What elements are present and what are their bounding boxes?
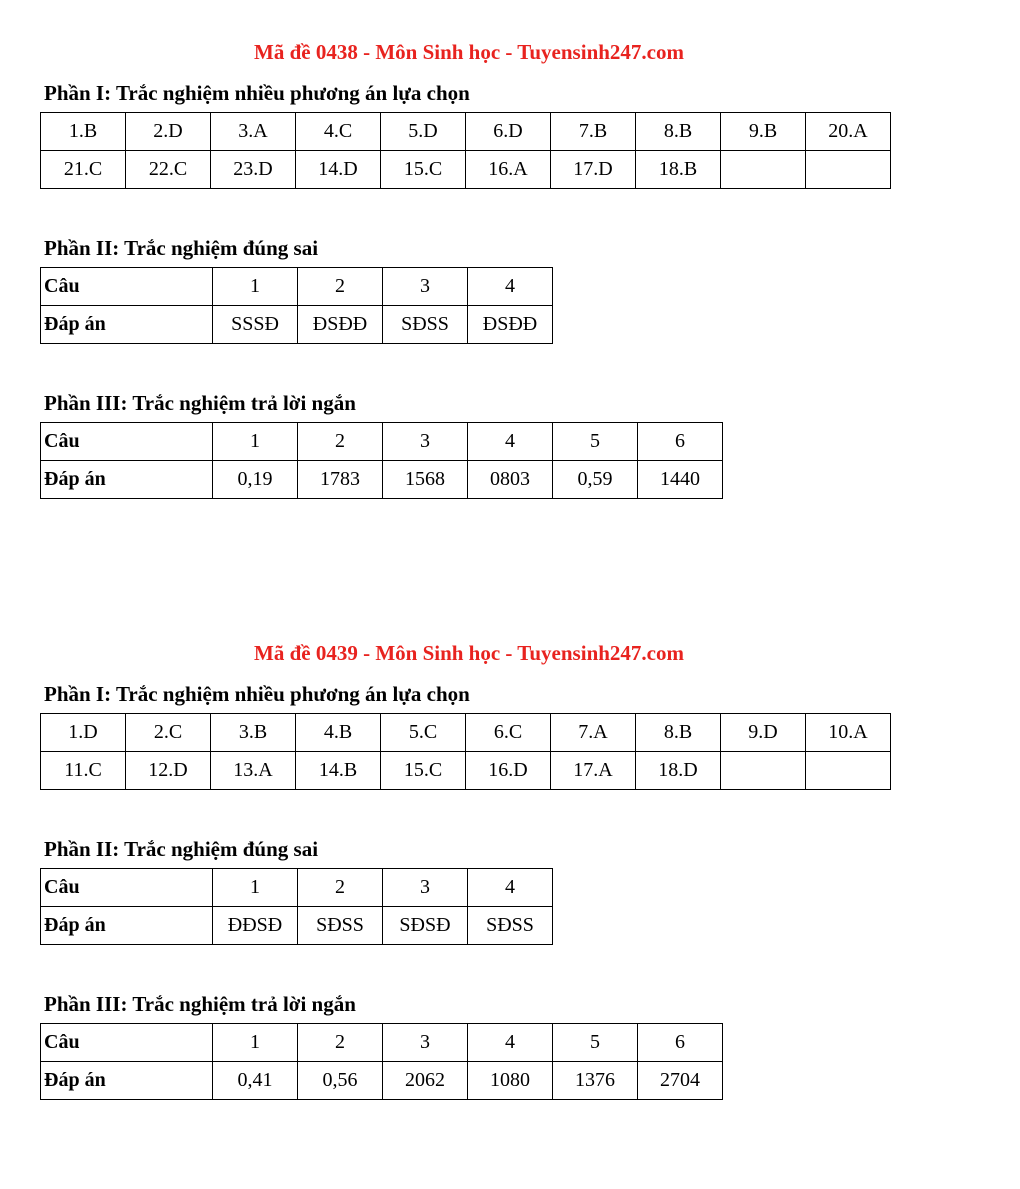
answer-cell: 7.B xyxy=(551,113,636,151)
table-row xyxy=(41,306,553,344)
answer-cell: 15.C xyxy=(381,752,466,790)
question-number: 6 xyxy=(638,1024,723,1062)
answer-cell: 3.B xyxy=(211,714,296,752)
row-label-answer: Đáp án xyxy=(41,1062,213,1100)
question-number: 2 xyxy=(298,268,383,306)
question-number: 4 xyxy=(468,1024,553,1062)
question-number: 2 xyxy=(298,423,383,461)
answer-cell: 2062 xyxy=(383,1062,468,1100)
answer-cell: SSSĐ xyxy=(213,306,298,344)
answer-cell: 1.D xyxy=(41,714,126,752)
answer-cell: 9.D xyxy=(721,714,806,752)
row-label-answer: Đáp án xyxy=(41,907,213,945)
exam-title: Mã đề 0438 - Môn Sinh học - Tuyensinh247.com xyxy=(254,40,684,64)
table-row xyxy=(41,268,553,306)
answer-cell: 10.A xyxy=(806,714,891,752)
answer-cell: 4.C xyxy=(296,113,381,151)
row-label-answer: Đáp án xyxy=(41,306,213,344)
question-number: 2 xyxy=(298,1024,383,1062)
question-number: 4 xyxy=(468,869,553,907)
answer-cell: ĐSĐĐ xyxy=(298,306,383,344)
table-row xyxy=(41,1024,723,1062)
answer-cell: 4.B xyxy=(296,714,381,752)
answer-cell: SĐSS xyxy=(383,306,468,344)
question-number: 3 xyxy=(383,869,468,907)
answer-cell: ĐSĐĐ xyxy=(468,306,553,344)
part2-table xyxy=(40,868,553,945)
row-label-question: Câu xyxy=(41,1024,213,1062)
answer-cell: 0803 xyxy=(468,461,553,499)
answer-cell: 1783 xyxy=(298,461,383,499)
question-number: 1 xyxy=(213,268,298,306)
part3-heading: Phần III: Trắc nghiệm trả lời ngắn xyxy=(44,391,356,415)
answer-cell: 1376 xyxy=(553,1062,638,1100)
answer-cell: 0,19 xyxy=(213,461,298,499)
answer-cell: ĐĐSĐ xyxy=(213,907,298,945)
table-row xyxy=(41,113,891,151)
answer-cell: 18.D xyxy=(636,752,721,790)
answer-cell: 14.D xyxy=(296,151,381,189)
part1-heading: Phần I: Trắc nghiệm nhiều phương án lựa chọn xyxy=(44,682,470,706)
answer-cell: 23.D xyxy=(211,151,296,189)
answer-cell: 21.C xyxy=(41,151,126,189)
question-number: 2 xyxy=(298,869,383,907)
part2-heading: Phần II: Trắc nghiệm đúng sai xyxy=(44,236,319,260)
question-number: 1 xyxy=(213,1024,298,1062)
part2-table xyxy=(40,267,553,344)
answer-cell: 11.C xyxy=(41,752,126,790)
answer-cell xyxy=(721,752,806,790)
row-label-question: Câu xyxy=(41,869,213,907)
part3-table xyxy=(40,1023,723,1100)
question-number: 3 xyxy=(383,268,468,306)
answer-cell: 2704 xyxy=(638,1062,723,1100)
question-number: 3 xyxy=(383,1024,468,1062)
answer-cell xyxy=(806,752,891,790)
table-row xyxy=(41,1062,723,1100)
answer-cell: 18.B xyxy=(636,151,721,189)
table-row xyxy=(41,151,891,189)
answer-cell: 1440 xyxy=(638,461,723,499)
answer-cell: 1568 xyxy=(383,461,468,499)
answer-cell: 5.D xyxy=(381,113,466,151)
question-number: 3 xyxy=(383,423,468,461)
answer-cell: SĐSS xyxy=(298,907,383,945)
table-row xyxy=(41,869,553,907)
answer-cell: 8.B xyxy=(636,714,721,752)
answer-cell: 12.D xyxy=(126,752,211,790)
answer-cell: 1.B xyxy=(41,113,126,151)
question-number: 1 xyxy=(213,869,298,907)
answer-cell: 0,41 xyxy=(213,1062,298,1100)
question-number: 5 xyxy=(553,1024,638,1062)
answer-cell: 17.D xyxy=(551,151,636,189)
question-number: 6 xyxy=(638,423,723,461)
answer-cell: 0,59 xyxy=(553,461,638,499)
table-row xyxy=(41,423,723,461)
answer-cell: 20.A xyxy=(806,113,891,151)
answer-cell: 13.A xyxy=(211,752,296,790)
part1-table xyxy=(40,713,891,790)
question-number: 4 xyxy=(468,268,553,306)
answer-cell xyxy=(806,151,891,189)
answer-cell: 17.A xyxy=(551,752,636,790)
question-number: 5 xyxy=(553,423,638,461)
table-row xyxy=(41,461,723,499)
row-label-question: Câu xyxy=(41,268,213,306)
answer-cell: 2.C xyxy=(126,714,211,752)
question-number: 1 xyxy=(213,423,298,461)
answer-cell: 6.C xyxy=(466,714,551,752)
row-label-question: Câu xyxy=(41,423,213,461)
table-row xyxy=(41,714,891,752)
answer-cell: 16.D xyxy=(466,752,551,790)
answer-cell: SĐSS xyxy=(468,907,553,945)
answer-cell: 6.D xyxy=(466,113,551,151)
part1-table xyxy=(40,112,891,189)
part2-heading: Phần II: Trắc nghiệm đúng sai xyxy=(44,837,319,861)
answer-cell: 1080 xyxy=(468,1062,553,1100)
answer-cell: 5.C xyxy=(381,714,466,752)
answer-cell: 2.D xyxy=(126,113,211,151)
answer-cell: 8.B xyxy=(636,113,721,151)
answer-cell: SĐSĐ xyxy=(383,907,468,945)
answer-cell: 7.A xyxy=(551,714,636,752)
table-row xyxy=(41,907,553,945)
answer-cell xyxy=(721,151,806,189)
table-row xyxy=(41,752,891,790)
answer-cell: 16.A xyxy=(466,151,551,189)
part3-heading: Phần III: Trắc nghiệm trả lời ngắn xyxy=(44,992,356,1016)
exam-title: Mã đề 0439 - Môn Sinh học - Tuyensinh247.com xyxy=(254,641,684,665)
answer-cell: 0,56 xyxy=(298,1062,383,1100)
answer-cell: 3.A xyxy=(211,113,296,151)
question-number: 4 xyxy=(468,423,553,461)
answer-cell: 9.B xyxy=(721,113,806,151)
answer-cell: 22.C xyxy=(126,151,211,189)
part3-table xyxy=(40,422,723,499)
part1-heading: Phần I: Trắc nghiệm nhiều phương án lựa chọn xyxy=(44,81,470,105)
answer-cell: 15.C xyxy=(381,151,466,189)
answer-cell: 14.B xyxy=(296,752,381,790)
row-label-answer: Đáp án xyxy=(41,461,213,499)
